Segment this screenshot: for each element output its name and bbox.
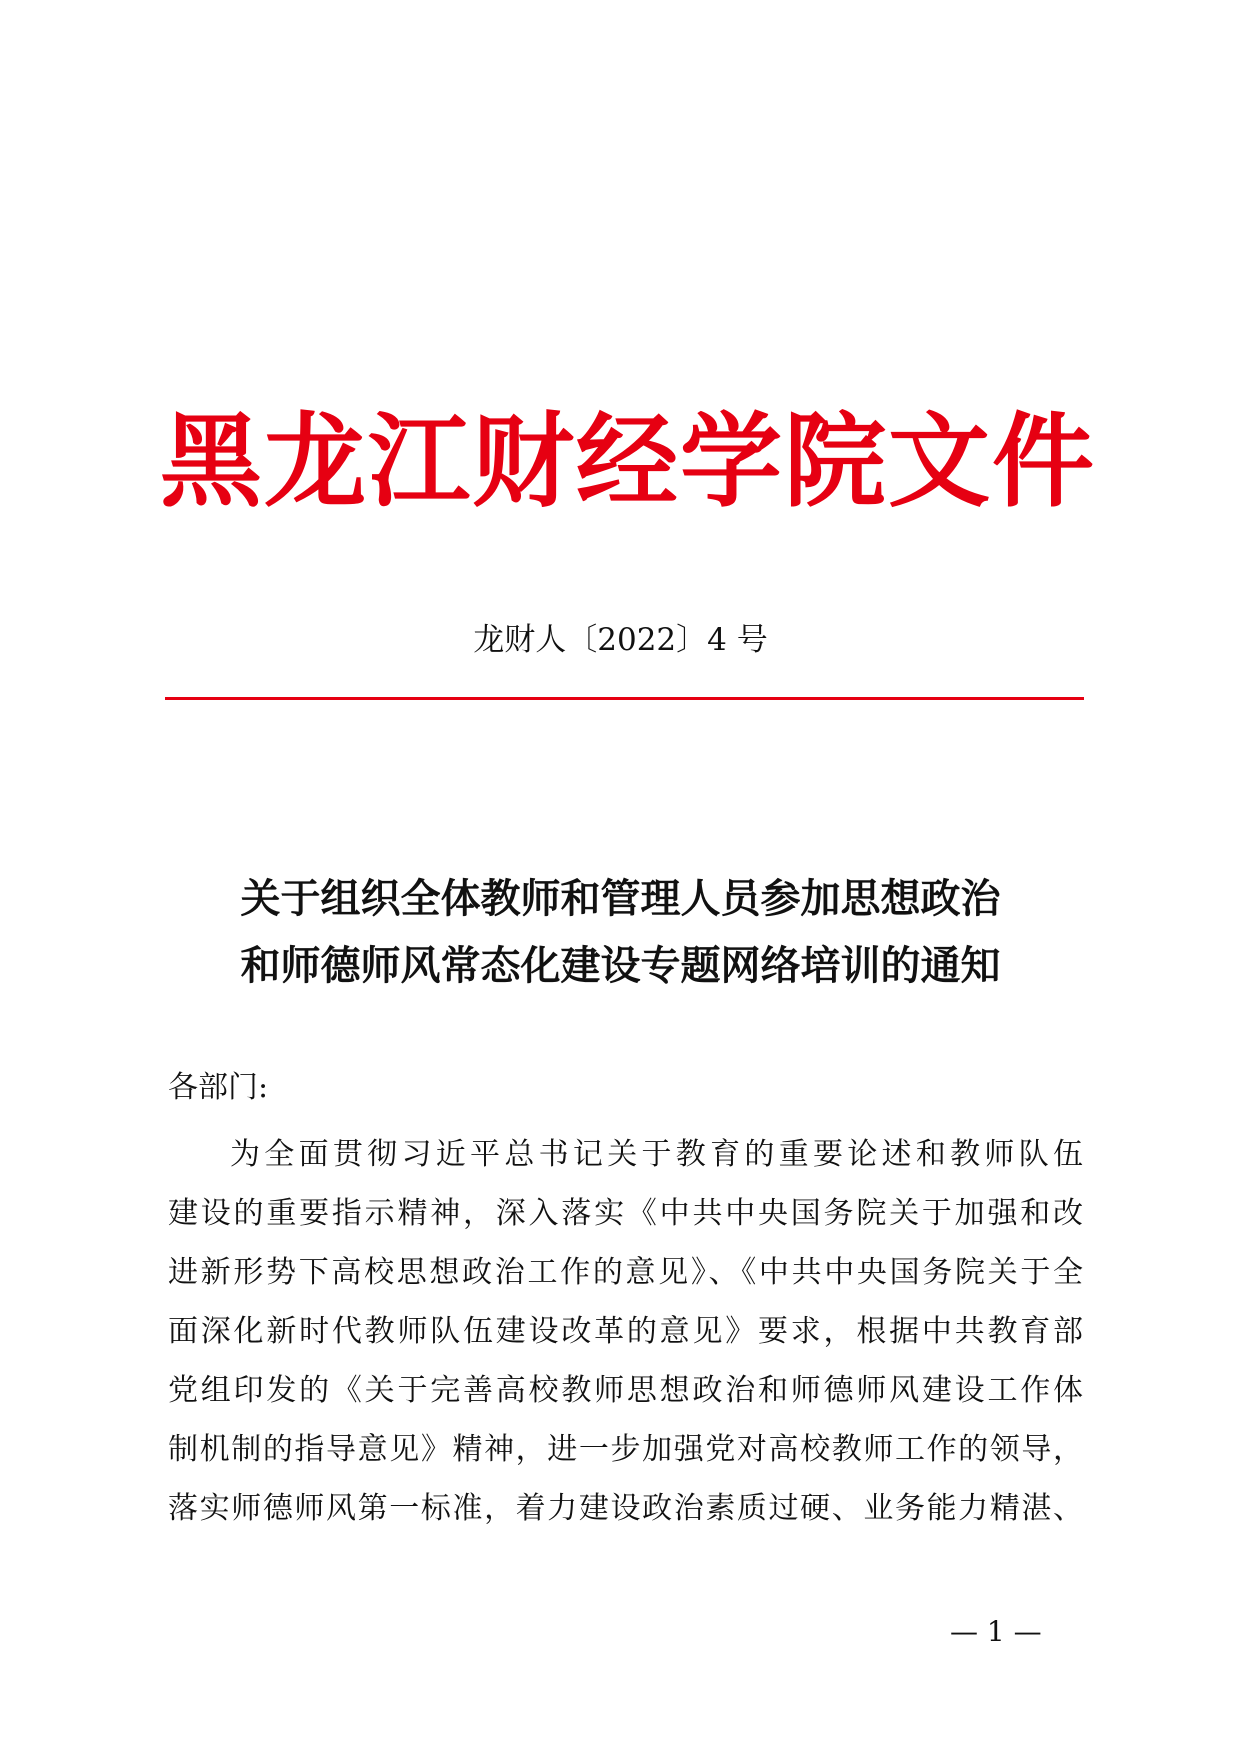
document-number: 龙财人〔2022〕4 号 bbox=[473, 622, 768, 658]
notice-title bbox=[160, 865, 1081, 999]
salutation: 各部门: bbox=[168, 1070, 269, 1105]
body-line: 为全面贯彻习近平总书记关于教育的重要论述和教师队伍 bbox=[230, 1137, 1083, 1172]
document-header-title: 黑龙江财经学院文件 bbox=[160, 402, 1096, 522]
body-line: 落实师德师风第一标准，着力建设政治素质过硬、业务能力精湛、 bbox=[168, 1491, 1083, 1526]
notice-body bbox=[168, 1125, 1083, 1538]
red-divider-line bbox=[165, 697, 1084, 700]
notice-title-line-1: 关于组织全体教师和管理人员参加思想政治 bbox=[240, 875, 1001, 922]
body-line: 党组印发的《关于完善高校教师思想政治和师德师风建设工作体 bbox=[168, 1373, 1083, 1408]
body-line: 制机制的指导意见》精神，进一步加强党对高校教师工作的领导， bbox=[168, 1432, 1083, 1467]
body-line: 进新形势下高校思想政治工作的意见》、《中共中央国务院关于全 bbox=[168, 1255, 1083, 1290]
body-line: 建设的重要指示精神，深入落实《中共中央国务院关于加强和改 bbox=[168, 1196, 1083, 1231]
body-line: 面深化新时代教师队伍建设改革的意见》要求，根据中共教育部 bbox=[168, 1314, 1083, 1349]
notice-title-line-2: 和师德师风常态化建设专题网络培训的通知 bbox=[240, 942, 1001, 989]
page-number: — 1 — bbox=[950, 1615, 1042, 1648]
